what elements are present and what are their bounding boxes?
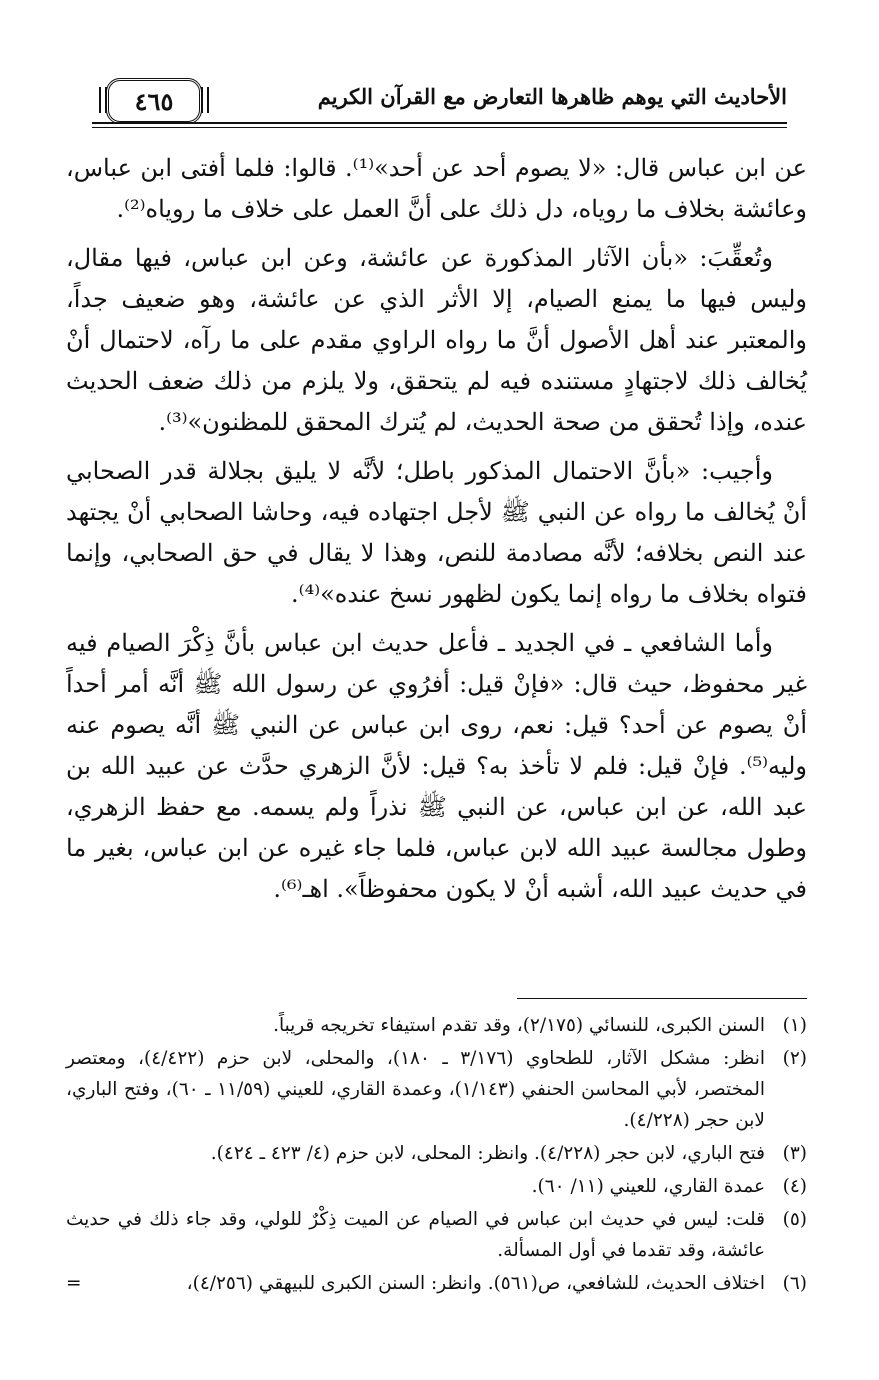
footnote-separator bbox=[517, 998, 807, 999]
footnote-text: فتح الباري، لابن حجر (٤/٢٢٨). وانظر: المحلى، لابن حزم (٤/ ٤٢٣ ـ ٤٢٤). bbox=[210, 1143, 765, 1164]
footnotes bbox=[66, 1010, 807, 1301]
footnote bbox=[66, 1268, 807, 1299]
footnote-number: (٣) bbox=[782, 1143, 807, 1164]
footnote-text: قلت: ليس في حديث ابن عباس في الصيام عن الميت ذِكْرٌ للولي، وقد جاء ذلك في حديث عائشة، وقد تقدما في أول المسألة. bbox=[66, 1209, 765, 1261]
paragraph: وأما الشافعي ـ في الجديد ـ فأعل حديث ابن عباس بأنَّ ذِكْرَ الصيام فيه غير محفوظ، حيث قال: «فإنْ قيل: أفرُوي عن رسول الله ﷺ أنَّه أمر أحداً أنْ يصوم عن أحد؟ قيل: نعم، روى ابن عباس عن النبي ﷺ أنَّه يصوم عنه وليه⁽⁵⁾. فإنْ قيل: فلم لا تأخذ به؟ قيل: لأنَّ الزهري حدَّث عن عبيد الله بن عبد الله، عن ابن عباس، عن النبي ﷺ نذراً ولم يسمه. مع حفظ الزهري، وطول مجالسة عبيد الله لابن عباس، فلما جاء غيره عن ابن عباس، بغير ما في حديث عبيد الله، أشبه أنْ لا يكون محفوظاً». اهـ⁽⁶⁾. bbox=[66, 629, 807, 903]
footnote bbox=[66, 1138, 807, 1169]
footnote-number: (٦) bbox=[782, 1273, 807, 1294]
footnote bbox=[66, 1204, 807, 1266]
footnote bbox=[66, 1010, 807, 1041]
footnote-text: انظر: مشكل الآثار، للطحاوي (٣/١٧٦ ـ ١٨٠)، والمحلى، لابن حزم (٤/٤٢٢)، ومعتصر المختصر، لأبي المحاسن الحنفي (١/١٤٣)، وعمدة القاري، للعيني (١١/٥٩ ـ ٦٠)، وفتح الباري، لابن حجر (٤/٢٢٨). bbox=[66, 1048, 766, 1131]
footnote-number: (١) bbox=[782, 1015, 807, 1036]
footnote bbox=[66, 1043, 807, 1136]
running-title: الأحاديث التي يوهم ظاهرها التعارض مع القرآن الكريم bbox=[317, 84, 787, 109]
paragraph: عن ابن عباس قال: «لا يصوم أحد عن أحد»⁽¹⁾. قالوا: فلما أفتى ابن عباس، وعائشة بخلاف ما روياه، دل ذلك على أنَّ العمل على خلاف ما روياه⁽²⁾. bbox=[66, 154, 807, 223]
page-header bbox=[92, 78, 787, 136]
main-text bbox=[66, 148, 807, 918]
footnote-number: (٥) bbox=[782, 1209, 807, 1230]
continued-mark: = bbox=[66, 1273, 82, 1294]
paragraph: وتُعقِّبَ: «بأن الآثار المذكورة عن عائشة، وعن ابن عباس، فيها مقال، وليس فيها ما يمنع الصيام، إلا الأثر الذي عن عائشة، وهو ضعيف جداً، والمعتبر عند أهل الأصول أنَّ ما رواه الراوي مقدم على ما رآه، لاحتمال أنْ يُخالف ذلك لاجتهادٍ مستنده فيه لم يتحقق، ولا يلزم من ذلك ضعف الحديث عنده، وإذا تُحقق من صحة الحديث، لم يُترك المحقق للمظنون»⁽³⁾. bbox=[66, 244, 807, 436]
paragraph: وأجيب: «بأنَّ الاحتمال المذكور باطل؛ لأنَّه لا يليق بجلالة قدر الصحابي أنْ يُخالف ما رواه عن النبي ﷺ لأجل اجتهاده فيه، وحاشا الصحابي أنْ يجتهد عند النص بخلافه؛ لأنَّه مصادمة للنص، وهذا لا يقال في حق الصحابي، وإنما فتواه بخلاف ما رواه إنما يكون لظهور نسخ عنده»⁽⁴⁾. bbox=[66, 457, 807, 608]
footnote bbox=[66, 1171, 807, 1202]
footnote-text: السنن الكبرى، للنسائي (٢/١٧٥)، وقد تقدم استيفاء تخريجه قريباً. bbox=[273, 1015, 765, 1036]
footnote-number: (٤) bbox=[782, 1176, 807, 1197]
header-rule bbox=[92, 122, 787, 128]
footnote-text: عمدة القاري، للعيني (١١/ ٦٠). bbox=[531, 1176, 765, 1197]
page-number: ٤٦٥ bbox=[106, 78, 202, 124]
footnote-number: (٢) bbox=[782, 1048, 807, 1069]
footnote-text: اختلاف الحديث، للشافعي، ص(٥٦١). وانظر: السنن الكبرى للبيهقي (٤/٢٥٦)، bbox=[186, 1273, 765, 1294]
